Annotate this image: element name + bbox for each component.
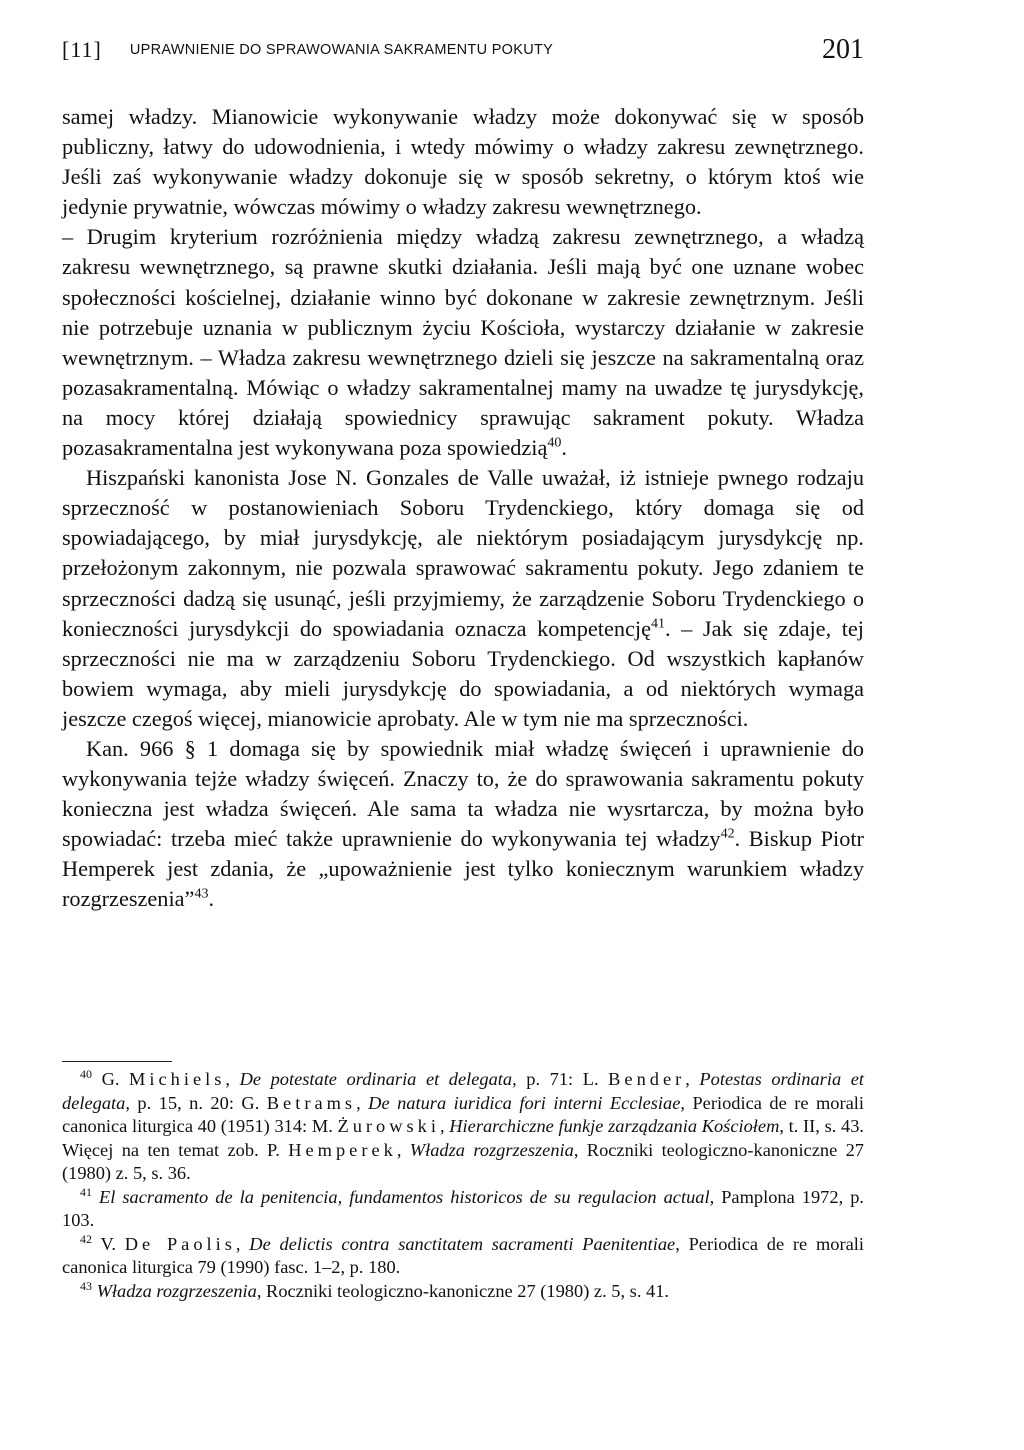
footnote-text: , — [685, 1069, 700, 1089]
footnote-number: 42 — [80, 1231, 92, 1246]
footnote-text: , — [225, 1069, 240, 1089]
work-title: Potestas ordinaria et delegata — [62, 1069, 864, 1113]
author-name: Betrams — [266, 1092, 357, 1113]
footnote-text: , Periodica de re morali canonica liturgica 40 (1951) 314: M. — [62, 1092, 865, 1136]
footnote-text: , Pamplona 1972, p. 103. — [62, 1186, 864, 1230]
footnote-text: , Periodica de re morali canonica liturgica 79 (1990) fasc. 1–2, p. 180. — [62, 1233, 864, 1277]
work-title: Władza rozgrzeszenia — [96, 1280, 257, 1301]
paragraph-4-end: . — [208, 886, 215, 912]
footnote-43 — [62, 1280, 864, 1304]
paragraph-1 — [62, 102, 864, 222]
footnote-text: , Roczniki teologiczno-kanoniczne 27 (1980) z. 5, s. 36. — [62, 1139, 864, 1183]
footnote-ref-43[interactable]: 43 — [194, 887, 209, 903]
footnotes — [62, 1068, 864, 1303]
footnote-divider — [62, 1061, 172, 1062]
work-title: De natura iuridica fori interni Ecclesiae — [368, 1092, 681, 1113]
footnote-text: , p. 71: L. — [512, 1069, 609, 1089]
footnote-text: , — [235, 1233, 250, 1254]
paragraph-4-text-cont: . Biskup Piotr Hemperek jest zdania, że „upoważnienie jest tylko koniecznym warunkiem władzy rozgrzeszenia” — [62, 826, 864, 912]
footnote-text: , — [356, 1092, 369, 1113]
paragraph-2-text: – Drugim kryterium rozróżnienia między władzą zakresu zewnętrznego, a władzą zakresu wewnętrznego, są prawne skutki działania. Jeśli mają być one uznane wobec społeczności kościelnej, działanie winno być dokonane w zakresie zewnętrznym. Jeśli nie potrzebuje uznania w publicznym życiu Kościoła, wystarczy działanie w zakresie wewnętrznym. – Władza zakresu wewnętrznego dzieli się jeszcze na sakramentalną oraz pozasakramentalną. Mówiąc o władzy sakramentalnej mamy na uwadze tę jurysdykcję, na mocy której działają spowiednicy sprawując sakrament pokuty. Władza pozasakramentalna jest wykonywana poza spowiedzią — [62, 224, 864, 461]
work-title: De potestate ordinaria et delegata — [239, 1069, 513, 1089]
footnote-number: 40 — [80, 1066, 92, 1081]
author-name: Żurowski — [337, 1116, 440, 1136]
footnote-ref-40[interactable]: 40 — [547, 435, 562, 451]
footnote-42 — [62, 1233, 864, 1280]
work-title: De delictis contra sanctitatem sacramenti Paenitentiae — [249, 1233, 676, 1254]
work-title: El sacramento de la penitencia, fundamentos historicos de su regulacion actual — [99, 1186, 710, 1207]
author-name: De Paolis — [124, 1233, 236, 1254]
footnote-ref-42[interactable]: 42 — [720, 826, 735, 842]
paragraph-1-text: samej władzy. Mianowicie wykonywanie władzy może dokonywać się w sposób publiczny, łatwy do udowodnienia, i wtedy mówimy o władzy zakresu zewnętrznego. Jeśli zaś wykonywanie władzy dokonuje się w sposób sekretny, o którym ktoś wie jedynie prywatnie, wówczas mówimy o władzy zakresu wewnętrznego. — [62, 104, 864, 220]
paragraph-2 — [62, 222, 864, 463]
footnote-text: , t. II, s. 43. Więcej na ten temat zob. P. — [62, 1116, 864, 1160]
footnote-number: 41 — [80, 1184, 92, 1199]
author-name: Michiels — [129, 1069, 226, 1089]
paragraph-3-text-cont: . – Jak się zdaje, tej sprzeczności nie ma w zarządzeniu Soboru Trydenckiego. Od wszystkich kapłanów bowiem wymaga, aby mieli jurysdykcję do spowiadania, a od niektórych wymaga jeszcze czegoś więcej, mianowicie aprobaty. Ale w tym nie ma sprzeczności. — [62, 615, 865, 731]
footnote-40 — [62, 1068, 864, 1186]
work-title: Władza rozgrzeszenia — [409, 1139, 574, 1160]
author-name: Hemperek — [288, 1139, 397, 1160]
running-title: UPRAWNIENIE DO SPRAWOWANIA SAKRAMENTU POKUTY — [129, 42, 554, 58]
paragraph-4 — [62, 734, 864, 915]
footnote-text: G. — [101, 1069, 130, 1089]
footnote-text: , — [396, 1139, 410, 1160]
footnote-number: 43 — [80, 1278, 92, 1293]
page-number: 201 — [822, 34, 864, 65]
section-number: [11] — [62, 37, 102, 62]
work-title: Hierarchiczne funkje zarządzania Kościołem — [449, 1116, 780, 1136]
paragraph-3 — [62, 463, 864, 734]
paragraph-4-text: Kan. 966 § 1 domaga się by spowiednik miał władzę święceń i uprawnienie do wykonywania tejże władzy święceń. Znaczy to, że do sprawowania sakramentu pokuty konieczna jest władza święceń. Ale sama ta władza nie wysrtarcza, by można było spowiadać: trzeba mieć także uprawnienie do wykonywania tej władzy — [62, 735, 864, 852]
main-text — [62, 102, 864, 915]
footnote-text: , Roczniki teologiczno-kanoniczne 27 (1980) z. 5, s. 41. — [256, 1280, 670, 1301]
footnote-text: , p. 15, n. 20: G. — [125, 1092, 267, 1113]
author-name: Bender — [608, 1069, 686, 1089]
paragraph-3-text: Hiszpański kanonista Jose N. Gonzales de Valle uważał, iż istnieje pwnego rodzaju sprzeczność w postanowieniach Soboru Trydenckiego, który domaga się od spowiadającego, by miał jurysdykcję, ale niektórym posiadającym jurysdykcję np. przełożonym zakonnym, nie pozwala sprawować sakramentu pokuty. Jego zdaniem te sprzeczności dadzą się usunąć, jeśli przyjmiemy, że zarządzenie Soboru Trydenckiego o konieczności jurysdykcji do spowiadania oznacza kompetencję — [62, 465, 864, 641]
running-header — [62, 30, 864, 70]
footnote-41 — [62, 1186, 864, 1233]
footnote-text: , — [439, 1116, 450, 1136]
footnote-text: V. — [100, 1233, 125, 1254]
footnote-ref-41[interactable]: 41 — [651, 616, 666, 632]
paragraph-2-end: . — [561, 435, 567, 461]
